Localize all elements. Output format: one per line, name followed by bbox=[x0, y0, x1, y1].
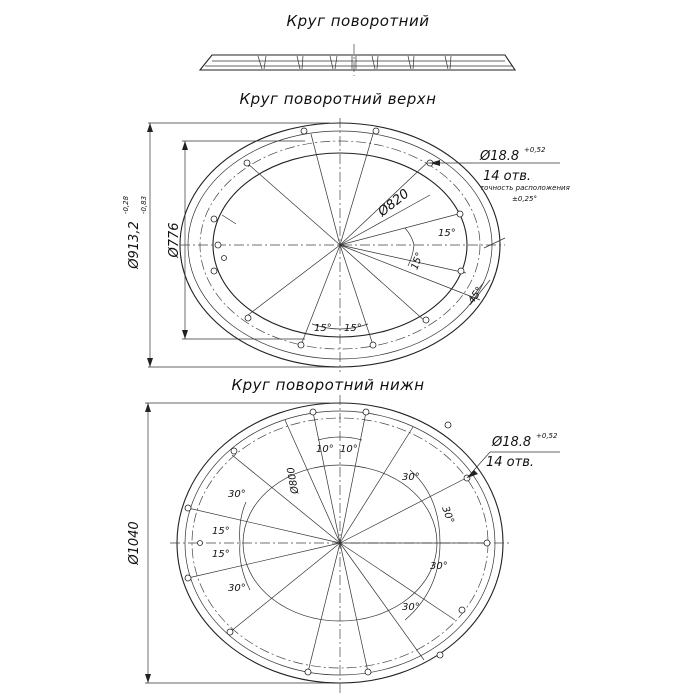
lower-hole-count: 14 отв. bbox=[486, 455, 534, 470]
lower-angle-left-15-b: 15° bbox=[212, 549, 230, 560]
lower-angle-left-30-bot: 30° bbox=[228, 583, 246, 594]
lower-angle-left-15-a: 15° bbox=[212, 526, 230, 537]
upper-angle-15-right2: 15° bbox=[409, 250, 426, 272]
upper-arc-15-right bbox=[405, 228, 414, 245]
upper-d-inner: Ø776 bbox=[167, 222, 182, 258]
title-side-view: Круг поворотний bbox=[286, 12, 430, 30]
lower-hole-tol: +0,52 bbox=[536, 432, 558, 440]
lower-hole-dia: Ø18.8 bbox=[492, 435, 532, 450]
upper-angle-15-b2: 15° bbox=[344, 323, 362, 334]
upper-d-bolt: Ø820 bbox=[375, 186, 413, 220]
upper-position-note: точность расположения bbox=[480, 184, 570, 192]
lower-angle-right-30-mid-a: 30° bbox=[439, 504, 456, 526]
upper-position-tol: ±0,25° bbox=[512, 195, 537, 203]
side-profile bbox=[200, 55, 515, 70]
lower-angle-top-right: 10° bbox=[340, 444, 358, 455]
upper-hole-tol: +0,52 bbox=[524, 146, 546, 154]
lower-d-inner: Ø800 bbox=[285, 466, 302, 495]
upper-arc-left bbox=[222, 215, 236, 224]
upper-hole-count: 14 отв. bbox=[483, 169, 531, 184]
title-lower: Круг поворотний нижн bbox=[231, 376, 425, 394]
lower-angle-top-left: 10° bbox=[316, 444, 334, 455]
upper-d-outer-tol-lo: -0,83 bbox=[140, 195, 148, 215]
side-ribs bbox=[258, 56, 451, 69]
upper-angle-15-b1: 15° bbox=[314, 323, 332, 334]
upper-angle-45: 45° bbox=[466, 285, 486, 306]
lower-arc-left-top bbox=[240, 502, 246, 543]
lower-angle-right-30-bot: 30° bbox=[402, 602, 420, 613]
upper-holes bbox=[211, 128, 464, 348]
upper-hole-dia: Ø18.8 bbox=[480, 149, 520, 164]
lower-angle-right-30-top: 30° bbox=[402, 472, 420, 483]
upper-angle-15-right: 15° bbox=[438, 228, 456, 239]
lower-angle-right-30-mid-b: 30° bbox=[430, 561, 448, 572]
lower-d-outer: Ø1040 bbox=[127, 521, 142, 565]
title-upper: Круг поворотний верхн bbox=[239, 90, 437, 108]
side-view bbox=[200, 12, 515, 76]
lower-angle-left-30-top: 30° bbox=[228, 489, 246, 500]
upper-d-outer: Ø913,2 bbox=[127, 221, 142, 269]
lower-ring-view bbox=[127, 376, 560, 695]
upper-d-outer-tol-hi: -0,28 bbox=[122, 195, 130, 215]
lower-holes bbox=[185, 409, 490, 675]
upper-ring-view bbox=[122, 90, 570, 372]
